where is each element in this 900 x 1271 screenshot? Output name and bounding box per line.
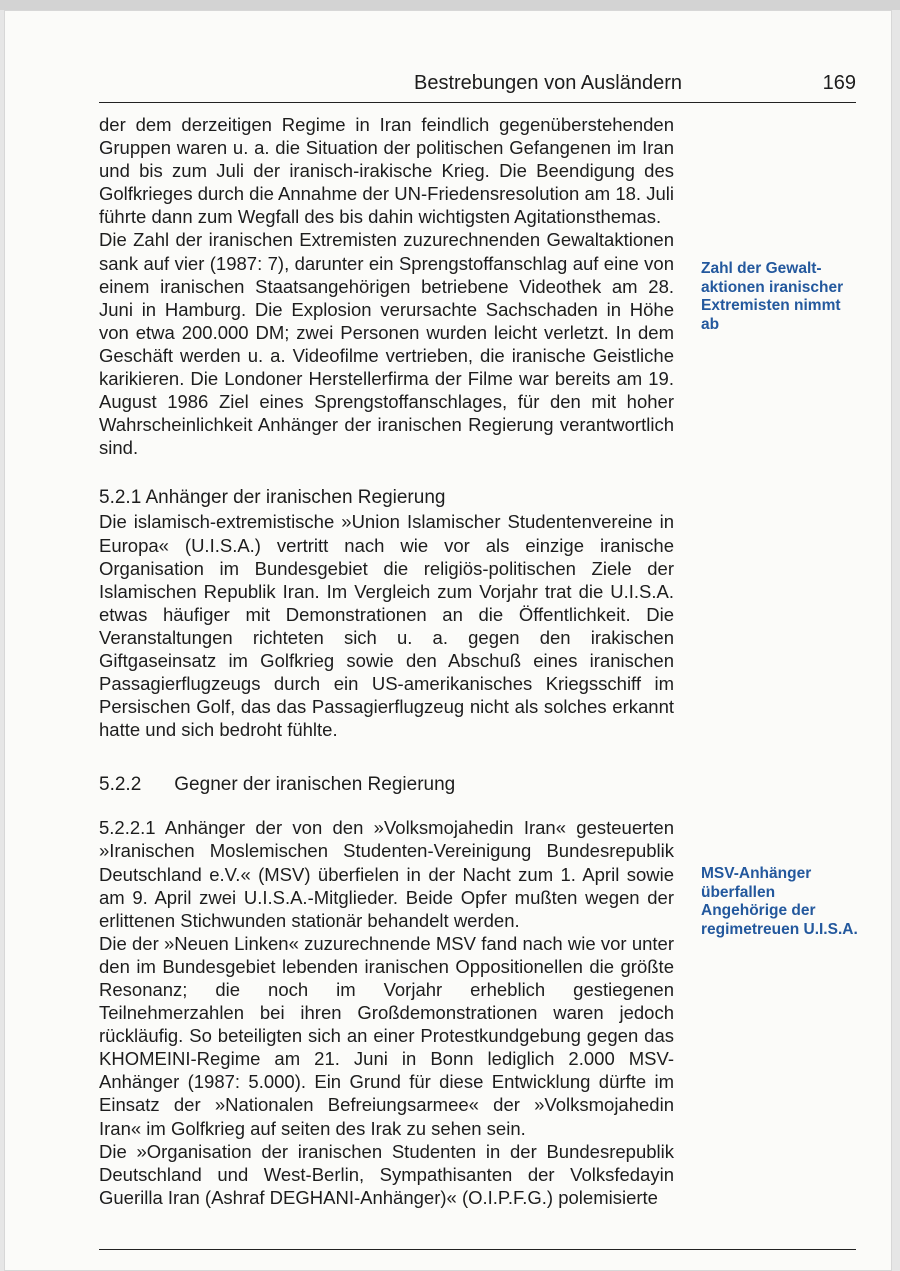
scan-edge-top bbox=[0, 0, 900, 10]
running-title: Bestrebungen von Ausländern bbox=[414, 72, 682, 94]
subsection-5221-number: 5.2.2.1 bbox=[99, 817, 156, 839]
paragraph-2: Die Zahl der iranischen Extremisten zuzurechnenden Gewaltaktionen sank auf vier (1987: 7), darunter ein Sprengstoffanschlag auf eine von einem iranischen Staatsangehörigen betriebene Videothek am 28. Juni in Hamburg. Die Explosion verursachte Sachschaden in Höhe von etwa 200.000 DM; zwei Personen wurden leicht verletzt. In dem Geschäft werden u. a. Videofilme vertrieben, die iranische Geistliche karikieren. Die Londoner Herstellerfirma der Filme war bereits am 19. August 1986 Ziel eines Sprengstoffanschlages, für den mit hoher Wahrscheinlichkeit Anhänger der iranischen Regierung verantwortlich sind. bbox=[99, 229, 674, 459]
margin-note-violence-decline: Zahl der Gewaltaktionen iranischer Extremisten nimmt ab bbox=[701, 260, 844, 333]
section-522-title: Gegner der iranischen Regierung bbox=[174, 774, 456, 796]
subsection-5221 bbox=[99, 816, 674, 931]
page-number: 169 bbox=[822, 72, 856, 94]
main-text-column bbox=[99, 113, 674, 1209]
section-522-paragraph-2: Die der »Neuen Linken« zuzurechnende MSV fand nach wie vor unter den im Bundesgebiet lebenden iranischen Oppositionellen die größte Resonanz; die noch im Vorjahr erheblich gestiegenen Teilnehmerzahlen bei ihren Großdemonstrationen waren jedoch rückläufig. So beteiligten sich an einer Protestkundgebung gegen das KHOMEINI-Regime am 21. Juni in Bonn lediglich 2.000 MSV-Anhänger (1987: 5.000). Ein Grund für diese Entwicklung dürfte im Einsatz der »Nationalen Befreiungsarmee« der »Volksmojahedin Iran« im Golfkrieg auf seiten des Irak zu sehen sein. bbox=[99, 932, 674, 1139]
section-522-number: 5.2.2 bbox=[99, 774, 142, 796]
section-521 bbox=[99, 485, 674, 741]
margin-note-msv-attack: MSV-Anhänger überfallen Angehörige der regimetreuen U.I.S.A. bbox=[701, 865, 858, 938]
header-rule bbox=[99, 102, 856, 103]
section-522-heading bbox=[99, 772, 674, 797]
document-page bbox=[4, 10, 892, 1271]
section-522-paragraph-3: Die »Organisation der iranischen Studenten in der Bundesrepublik Deutschland und West-Berlin, Sympathisanten der Volksfedayin Guerilla Iran (Ashraf DEGHANI-Anhänger)« (O.I.P.F.G.) polemisierte bbox=[99, 1140, 674, 1208]
section-521-paragraph: Die islamisch-extremistische »Union Islamischer Studentenvereine in Europa« (U.I.S.A.) vertritt nach wie vor als einzige iranische Organisation im Bundesgebiet die religiös-politischen Ziele der Islamischen Republik Iran. Im Vergleich zum Vorjahr trat die U.I.S.A. etwas häufiger mit Demonstrationen an die Öffentlichkeit. Die Veranstaltungen richteten sich u. a. gegen den irakischen Giftgaseinsatz im Golfkrieg sowie den Abschuß eines iranischen Passagierflugzeugs durch ein US-amerikanisches Kriegsschiff im Persischen Golf, das das Passagierflugzeug nicht als solches erkannt hatte und sich bedroht fühlte. bbox=[99, 511, 674, 741]
paragraph-1: der dem derzeitigen Regime in Iran feindlich gegenüberstehenden Gruppen waren u. a. die Situation der politischen Gefangenen im Iran und bis zum Juli der iranisch-irakische Krieg. Die Beendigung des Golfkrieges durch die Annahme der UN-Friedensresolution am 18. Juli führte dann zum Wegfall des bis dahin wichtigsten Agitationsthemas. bbox=[99, 114, 674, 228]
section-521-heading: 5.2.1 Anhänger der iranischen Regierung bbox=[99, 487, 446, 509]
section-522 bbox=[99, 772, 674, 1209]
footer-rule bbox=[99, 1249, 856, 1250]
subsection-5221-text: Anhänger der von den »Volksmojahedin Iran« gesteuerten »Iranischen Moslemischen Studenten-Vereinigung Bundesrepublik Deutschland e.V.« (MSV) überfielen in der Nacht zum 1. April sowie am 9. April zwei U.I.S.A.-Mitglieder. Beide Opfer mußten wegen der erlittenen Stichwunden stationär behandelt werden. bbox=[99, 817, 674, 931]
